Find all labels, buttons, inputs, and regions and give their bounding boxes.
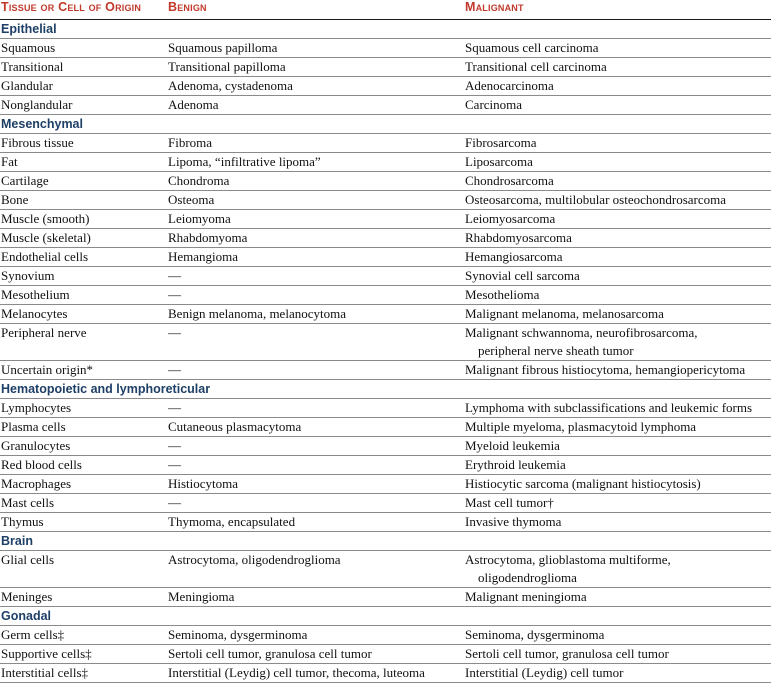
cell-malignant-line: Malignant schwannoma, neurofibrosarcoma, [465, 325, 698, 340]
cell-malignant-line: Hemangiosarcoma [465, 249, 563, 264]
cell-malignant-line: Seminoma, dysgerminoma [465, 627, 605, 642]
cell-benign: Lipoma, “infiltrative lipoma” [168, 154, 321, 169]
cell-malignant [465, 286, 539, 304]
cell-origin: Mast cells [1, 495, 55, 510]
cell-benign: Fibroma [168, 135, 213, 150]
table-row [0, 494, 771, 513]
cell-origin: Fibrous tissue [1, 135, 74, 150]
section-heading: Epithelial [0, 20, 771, 39]
cell-malignant-line: Adenocarcinoma [465, 78, 554, 93]
table-row [0, 172, 771, 191]
cell-origin: Macrophages [1, 476, 72, 491]
table-row [0, 210, 771, 229]
cell-malignant [465, 456, 566, 474]
cell-origin: Granulocytes [1, 438, 71, 453]
cell-malignant-line: Leiomyosarcoma [465, 211, 556, 226]
cell-origin: Glandular [1, 78, 53, 93]
table-row [0, 96, 771, 115]
cell-malignant-line: Osteosarcoma, multilobular osteochondrosarcoma [465, 192, 727, 207]
cell-benign: Seminoma, dysgerminoma [168, 627, 308, 642]
table-row [0, 153, 771, 172]
table-row [0, 513, 771, 532]
cell-malignant-line: Chondrosarcoma [465, 173, 554, 188]
cell-malignant [465, 39, 599, 57]
cell-benign: Osteoma [168, 192, 215, 207]
cell-malignant-line: Synovial cell sarcoma [465, 268, 580, 283]
cell-malignant [465, 58, 607, 76]
table-row [0, 324, 771, 361]
cell-malignant [465, 96, 522, 114]
table-body [0, 20, 771, 683]
table-row [0, 399, 771, 418]
cell-origin: Nonglandular [1, 97, 73, 112]
table-row [0, 248, 771, 267]
table-row [0, 437, 771, 456]
cell-malignant [465, 513, 561, 531]
cell-malignant-line: Histiocytic sarcoma (malignant histiocytosis) [465, 476, 701, 491]
cell-malignant [465, 437, 560, 455]
cell-malignant-line: Fibrosarcoma [465, 135, 537, 150]
cell-malignant [465, 551, 671, 587]
table-row [0, 456, 771, 475]
cell-malignant-line: Astrocytoma, glioblastoma multiforme, [465, 552, 671, 567]
cell-malignant-line: Rhabdomyosarcoma [465, 230, 572, 245]
cell-origin: Plasma cells [1, 419, 66, 434]
table-header [0, 0, 771, 20]
cell-malignant [465, 267, 580, 285]
table-row [0, 58, 771, 77]
cell-origin: Mesothelium [1, 287, 70, 302]
cell-malignant [465, 361, 745, 379]
cell-malignant [465, 324, 697, 360]
cell-benign: — [168, 362, 181, 377]
table-row [0, 267, 771, 286]
cell-malignant-line: Malignant fibrous histiocytoma, hemangiopericytoma [465, 362, 746, 377]
header-tissue-origin: Tissue or Cell of Origin [1, 0, 142, 14]
cell-benign: — [168, 287, 181, 302]
cell-origin: Thymus [1, 514, 44, 529]
cell-malignant [465, 229, 572, 247]
cell-malignant [465, 664, 623, 682]
table-row [0, 475, 771, 494]
cell-malignant-line: oligodendroglioma [478, 570, 577, 585]
cell-benign: Cutaneous plasmacytoma [168, 419, 302, 434]
cell-origin: Endothelial cells [1, 249, 89, 264]
cell-benign: — [168, 457, 181, 472]
cell-malignant [465, 248, 562, 266]
cell-malignant-line: Myeloid leukemia [465, 438, 560, 453]
cell-benign: — [168, 495, 181, 510]
cell-origin: Cartilage [1, 173, 49, 188]
cell-malignant-line: Malignant melanoma, melanosarcoma [465, 306, 664, 321]
table-row [0, 626, 771, 645]
cell-origin: Lymphocytes [1, 400, 72, 415]
cell-benign: Astrocytoma, oligodendroglioma [168, 552, 341, 567]
cell-malignant-line: Transitional cell carcinoma [465, 59, 607, 74]
cell-benign: Rhabdomyoma [168, 230, 248, 245]
cell-malignant-line: Erythroid leukemia [465, 457, 566, 472]
cell-benign: — [168, 325, 181, 340]
cell-benign: Transitional papilloma [168, 59, 286, 74]
cell-origin: Glial cells [1, 552, 55, 567]
cell-benign: Histiocytoma [168, 476, 239, 491]
section-heading: Gonadal [0, 607, 771, 626]
cell-benign: Benign melanoma, melanocytoma [168, 306, 346, 321]
cell-malignant-line: Mast cell tumor† [465, 495, 554, 510]
cell-malignant-line: Mesothelioma [465, 287, 540, 302]
cell-malignant-line: Sertoli cell tumor, granulosa cell tumor [465, 646, 669, 661]
cell-malignant [465, 588, 587, 606]
cell-origin: Squamous [1, 40, 56, 55]
table-row [0, 134, 771, 153]
cell-benign: — [168, 438, 181, 453]
table-row [0, 588, 771, 607]
cell-malignant-line: peripheral nerve sheath tumor [478, 343, 634, 358]
table-row [0, 39, 771, 58]
cell-malignant-line: Lymphoma with subclassifications and leukemic forms [465, 400, 753, 415]
cell-malignant [465, 153, 533, 171]
cell-origin: Synovium [1, 268, 55, 283]
table-row [0, 305, 771, 324]
cell-malignant [465, 399, 752, 417]
cell-benign: Adenoma [168, 97, 219, 112]
cell-malignant-line: Carcinoma [465, 97, 523, 112]
cell-origin: Muscle (skeletal) [1, 230, 91, 245]
cell-malignant-line: Invasive thymoma [465, 514, 562, 529]
cell-benign: — [168, 268, 181, 283]
cell-malignant [465, 475, 701, 493]
table-row [0, 77, 771, 96]
table-row [0, 229, 771, 248]
cell-malignant-line: Squamous cell carcinoma [465, 40, 599, 55]
table-row [0, 286, 771, 305]
cell-origin: Bone [1, 192, 29, 207]
cell-benign: Thymoma, encapsulated [168, 514, 296, 529]
cell-origin: Germ cells‡ [1, 627, 65, 642]
table-row [0, 551, 771, 588]
cell-malignant-line: Malignant meningioma [465, 589, 587, 604]
cell-origin: Red blood cells [1, 457, 82, 472]
cell-benign: Leiomyoma [168, 211, 231, 226]
cell-benign: Squamous papilloma [168, 40, 278, 55]
table-row [0, 361, 771, 380]
cell-malignant [465, 494, 554, 512]
section-heading: Hematopoietic and lymphoreticular [0, 380, 771, 399]
section-heading: Brain [0, 532, 771, 551]
cell-origin: Transitional [1, 59, 64, 74]
cell-origin: Peripheral nerve [1, 325, 87, 340]
cell-benign: Chondroma [168, 173, 230, 188]
header-benign: Benign [168, 0, 207, 14]
cell-origin: Supportive cells‡ [1, 646, 92, 661]
cell-malignant [465, 77, 554, 95]
cell-malignant [465, 626, 604, 644]
cell-benign: Interstitial (Leydig) cell tumor, thecoma, luteoma [168, 665, 425, 680]
cell-origin: Muscle (smooth) [1, 211, 90, 226]
table-row [0, 664, 771, 683]
table-row [0, 418, 771, 437]
table-row [0, 645, 771, 664]
cell-origin: Melanocytes [1, 306, 68, 321]
cell-malignant [465, 134, 536, 152]
cell-benign: Hemangioma [168, 249, 239, 264]
cell-origin: Meninges [1, 589, 53, 604]
cell-benign: Sertoli cell tumor, granulosa cell tumor [168, 646, 372, 661]
cell-malignant [465, 418, 696, 436]
header-malignant: Malignant [465, 0, 524, 14]
cell-malignant [465, 210, 555, 228]
cell-malignant-line: Interstitial (Leydig) cell tumor [465, 665, 624, 680]
cell-benign: — [168, 400, 181, 415]
cell-origin: Interstitial cells‡ [1, 665, 89, 680]
cell-malignant [465, 305, 664, 323]
cell-benign: Meningioma [168, 589, 235, 604]
cell-malignant-line: Multiple myeloma, plasmacytoid lymphoma [465, 419, 697, 434]
cell-malignant-line: Liposarcoma [465, 154, 533, 169]
table-row [0, 191, 771, 210]
cell-origin: Uncertain origin* [1, 362, 94, 377]
cell-malignant [465, 191, 726, 209]
cell-malignant [465, 172, 554, 190]
cell-malignant [465, 645, 669, 663]
cell-origin: Fat [1, 154, 18, 169]
cell-benign: Adenoma, cystadenoma [168, 78, 293, 93]
section-heading: Mesenchymal [0, 115, 771, 134]
